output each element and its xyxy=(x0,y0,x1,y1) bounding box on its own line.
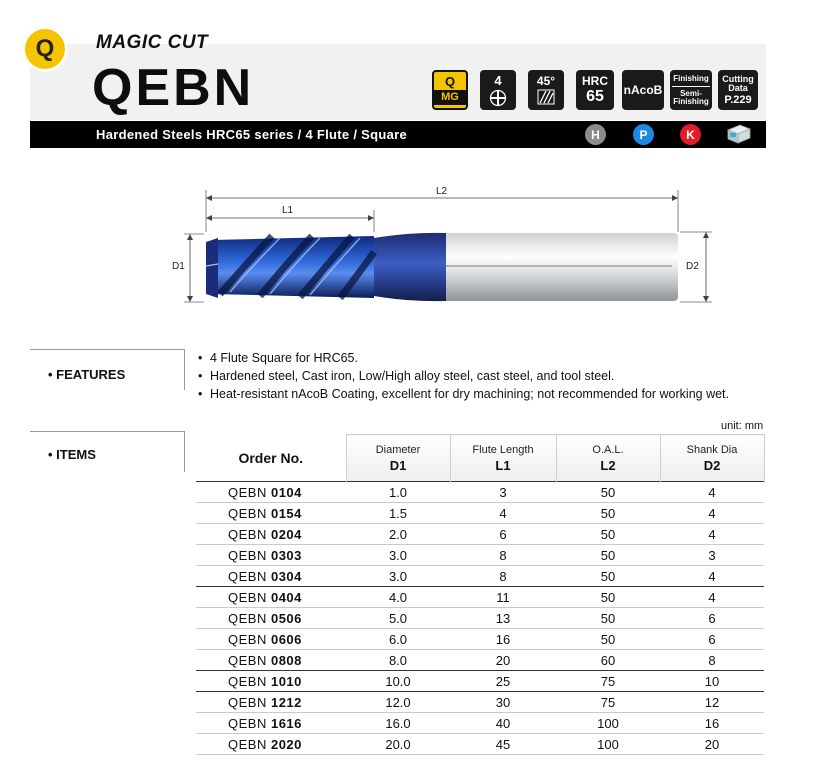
qmg-bottom: MG xyxy=(434,90,466,105)
table-row xyxy=(196,608,764,629)
table-row xyxy=(196,713,764,734)
diameter-cell: 6.0 xyxy=(346,629,450,650)
feature-item: • 4 Flute Square for HRC65. xyxy=(198,349,729,367)
finishing-icon xyxy=(670,70,712,110)
order-code: 0204 xyxy=(270,526,302,542)
cutting-data-page: P.229 xyxy=(724,93,752,106)
flute-length-cell: 4 xyxy=(450,503,556,524)
diameter-cell: 1.5 xyxy=(346,503,450,524)
product-title: QEBN xyxy=(92,59,255,117)
diameter-cell: 8.0 xyxy=(346,650,450,671)
header-oal-sub: O.A.L. xyxy=(592,443,624,456)
order-prefix: QEBN xyxy=(228,568,267,584)
table-row xyxy=(196,629,764,650)
table-row xyxy=(196,545,764,566)
order-prefix: QEBN xyxy=(228,673,267,689)
order-prefix: QEBN xyxy=(228,484,267,500)
order-prefix: QEBN xyxy=(228,547,267,563)
dim-l2-label: L2 xyxy=(436,186,448,197)
header-diameter xyxy=(346,435,450,482)
cutting-data-line1: Cutting xyxy=(722,73,754,84)
order-prefix: QEBN xyxy=(228,610,267,626)
flute-length-cell: 20 xyxy=(450,650,556,671)
table-row xyxy=(196,692,764,713)
items-table xyxy=(196,434,765,755)
series-text: Hardened Steels HRC65 series / 4 Flute / Square xyxy=(96,127,408,142)
header-order-no: Order No. xyxy=(238,449,304,466)
shank-dia-cell: 10 xyxy=(660,671,764,692)
order-no-cell xyxy=(196,734,346,755)
order-no-cell xyxy=(196,608,346,629)
order-no-cell xyxy=(196,692,346,713)
material-h-icon: H xyxy=(585,124,606,145)
flute-length-cell: 3 xyxy=(450,482,556,503)
order-prefix: QEBN xyxy=(228,589,267,605)
brand-logo-badge xyxy=(22,26,68,72)
order-no-cell xyxy=(196,566,346,587)
items-tab-edge xyxy=(184,432,185,472)
oal-cell: 75 xyxy=(556,671,660,692)
order-no-cell xyxy=(196,482,346,503)
hrc-label: HRC xyxy=(582,74,608,88)
dim-d2-label: D2 xyxy=(686,261,699,272)
qmg-top: Q xyxy=(444,74,456,89)
order-prefix: QEBN xyxy=(228,652,267,668)
shank-dia-cell: 6 xyxy=(660,608,764,629)
order-no-cell xyxy=(196,524,346,545)
order-code: 1616 xyxy=(270,715,302,731)
oal-cell: 50 xyxy=(556,503,660,524)
diameter-cell: 2.0 xyxy=(346,524,450,545)
feature-item: • Hardened steel, Cast iron, Low/High alloy steel, cast steel, and tool steel. xyxy=(198,367,729,385)
header-diameter-sub: Diameter xyxy=(375,443,421,456)
diameter-cell: 3.0 xyxy=(346,566,450,587)
diameter-cell: 4.0 xyxy=(346,587,450,608)
order-code: 2020 xyxy=(270,736,302,752)
header-oal xyxy=(556,435,660,482)
table-row xyxy=(196,566,764,587)
oal-cell: 50 xyxy=(556,608,660,629)
coating-label: nAcoB xyxy=(623,83,663,97)
coating-icon xyxy=(622,70,664,110)
flute-length-cell: 30 xyxy=(450,692,556,713)
brand-badge-letter: Q xyxy=(35,35,55,62)
finishing-label: Finishing xyxy=(673,73,709,83)
order-prefix: QEBN xyxy=(228,715,267,731)
oal-cell: 50 xyxy=(556,545,660,566)
hrc-value: 65 xyxy=(586,88,604,105)
table-header-row xyxy=(196,435,764,482)
header-flute-sub: Flute Length xyxy=(472,443,534,456)
order-code: 1010 xyxy=(270,673,302,689)
diameter-cell: 3.0 xyxy=(346,545,450,566)
flute-count-icon xyxy=(480,70,516,110)
header-flute-main: L1 xyxy=(495,457,511,473)
features-list xyxy=(198,349,729,403)
order-prefix: QEBN xyxy=(228,631,267,647)
order-code: 0808 xyxy=(270,652,302,668)
order-prefix: QEBN xyxy=(228,505,267,521)
oal-cell: 60 xyxy=(556,650,660,671)
diameter-cell: 12.0 xyxy=(346,692,450,713)
flute-length-cell: 13 xyxy=(450,608,556,629)
flute-length-cell: 8 xyxy=(450,566,556,587)
flute-length-cell: 8 xyxy=(450,545,556,566)
table-row xyxy=(196,524,764,545)
order-no-cell xyxy=(196,713,346,734)
oal-cell: 50 xyxy=(556,587,660,608)
table-row xyxy=(196,650,764,671)
diameter-cell: 20.0 xyxy=(346,734,450,755)
order-prefix: QEBN xyxy=(228,694,267,710)
quality-mg-icon xyxy=(432,70,468,110)
end-mill-drawing xyxy=(160,180,720,335)
brand-name: MAGIC CUT xyxy=(96,32,209,53)
end-mill-illustration-icon xyxy=(160,180,720,330)
order-code: 0154 xyxy=(270,505,302,521)
shank-dia-cell: 4 xyxy=(660,482,764,503)
oal-cell: 50 xyxy=(556,482,660,503)
diameter-cell: 5.0 xyxy=(346,608,450,629)
flute-length-cell: 25 xyxy=(450,671,556,692)
header-flute-length xyxy=(450,435,556,482)
shank-dia-cell: 4 xyxy=(660,566,764,587)
diameter-cell: 16.0 xyxy=(346,713,450,734)
diameter-cell: 1.0 xyxy=(346,482,450,503)
header-shank-main: D2 xyxy=(703,457,721,473)
items-label: • ITEMS xyxy=(48,447,96,462)
dim-l1-label: L1 xyxy=(282,205,294,216)
oal-cell: 75 xyxy=(556,692,660,713)
order-prefix: QEBN xyxy=(228,736,267,752)
cutting-data-icon xyxy=(718,70,758,110)
flute-length-cell: 11 xyxy=(450,587,556,608)
oal-cell: 100 xyxy=(556,713,660,734)
order-no-cell xyxy=(196,650,346,671)
order-prefix: QEBN xyxy=(228,526,267,542)
four-flute-cross-icon xyxy=(489,89,507,107)
semi-finishing-label: Semi-Finishing xyxy=(673,88,709,106)
table-row xyxy=(196,587,764,608)
order-no-cell xyxy=(196,629,346,650)
helix-angle-icon xyxy=(528,70,564,110)
order-no-cell xyxy=(196,503,346,524)
features-tab-edge xyxy=(184,350,185,390)
material-k-icon: K xyxy=(680,124,701,145)
order-no-cell xyxy=(196,545,346,566)
shank-dia-cell: 6 xyxy=(660,629,764,650)
shank-dia-cell: 12 xyxy=(660,692,764,713)
header-shank-sub: Shank Dia xyxy=(686,443,738,456)
helix-angle: 45° xyxy=(536,74,556,88)
flute-length-cell: 45 xyxy=(450,734,556,755)
feature-item: • Heat-resistant nAcoB Coating, excellent for dry machining; not recommended for working wet. xyxy=(198,385,729,403)
material-p-icon: P xyxy=(633,124,654,145)
oal-cell: 100 xyxy=(556,734,660,755)
shank-dia-cell: 8 xyxy=(660,650,764,671)
shank-dia-cell: 3 xyxy=(660,545,764,566)
cutting-data-line2: Data xyxy=(728,82,748,93)
order-no-cell xyxy=(196,671,346,692)
shank-dia-cell: 16 xyxy=(660,713,764,734)
header-diameter-main: D1 xyxy=(389,457,407,473)
flute-length-cell: 40 xyxy=(450,713,556,734)
oal-cell: 50 xyxy=(556,566,660,587)
shank-dia-cell: 20 xyxy=(660,734,764,755)
flute-length-cell: 6 xyxy=(450,524,556,545)
shank-dia-cell: 4 xyxy=(660,503,764,524)
table-row xyxy=(196,482,764,503)
features-label: • FEATURES xyxy=(48,367,126,382)
order-no-cell xyxy=(196,587,346,608)
flute-length-cell: 16 xyxy=(450,629,556,650)
diameter-cell: 10.0 xyxy=(346,671,450,692)
table-row xyxy=(196,503,764,524)
order-code: 0304 xyxy=(270,568,302,584)
table-row xyxy=(196,734,764,755)
order-code: 0606 xyxy=(270,631,302,647)
helix-lines-icon xyxy=(537,89,555,105)
flute-count: 4 xyxy=(494,72,502,88)
order-code: 0303 xyxy=(270,547,302,563)
shank-dia-cell: 4 xyxy=(660,587,764,608)
oal-cell: 50 xyxy=(556,629,660,650)
shank-dia-cell: 4 xyxy=(660,524,764,545)
workpiece-block-icon xyxy=(726,123,752,145)
hrc-rating-icon xyxy=(576,70,614,110)
finishing-divider xyxy=(672,86,710,87)
header-shank-dia xyxy=(660,435,764,482)
order-code: 0404 xyxy=(270,589,302,605)
order-code: 0506 xyxy=(270,610,302,626)
header-oal-main: L2 xyxy=(600,457,616,473)
order-code: 1212 xyxy=(270,694,302,710)
oal-cell: 50 xyxy=(556,524,660,545)
unit-label: unit: mm xyxy=(721,420,764,432)
table-row xyxy=(196,671,764,692)
dim-d1-label: D1 xyxy=(172,261,185,272)
order-code: 0104 xyxy=(270,484,302,500)
